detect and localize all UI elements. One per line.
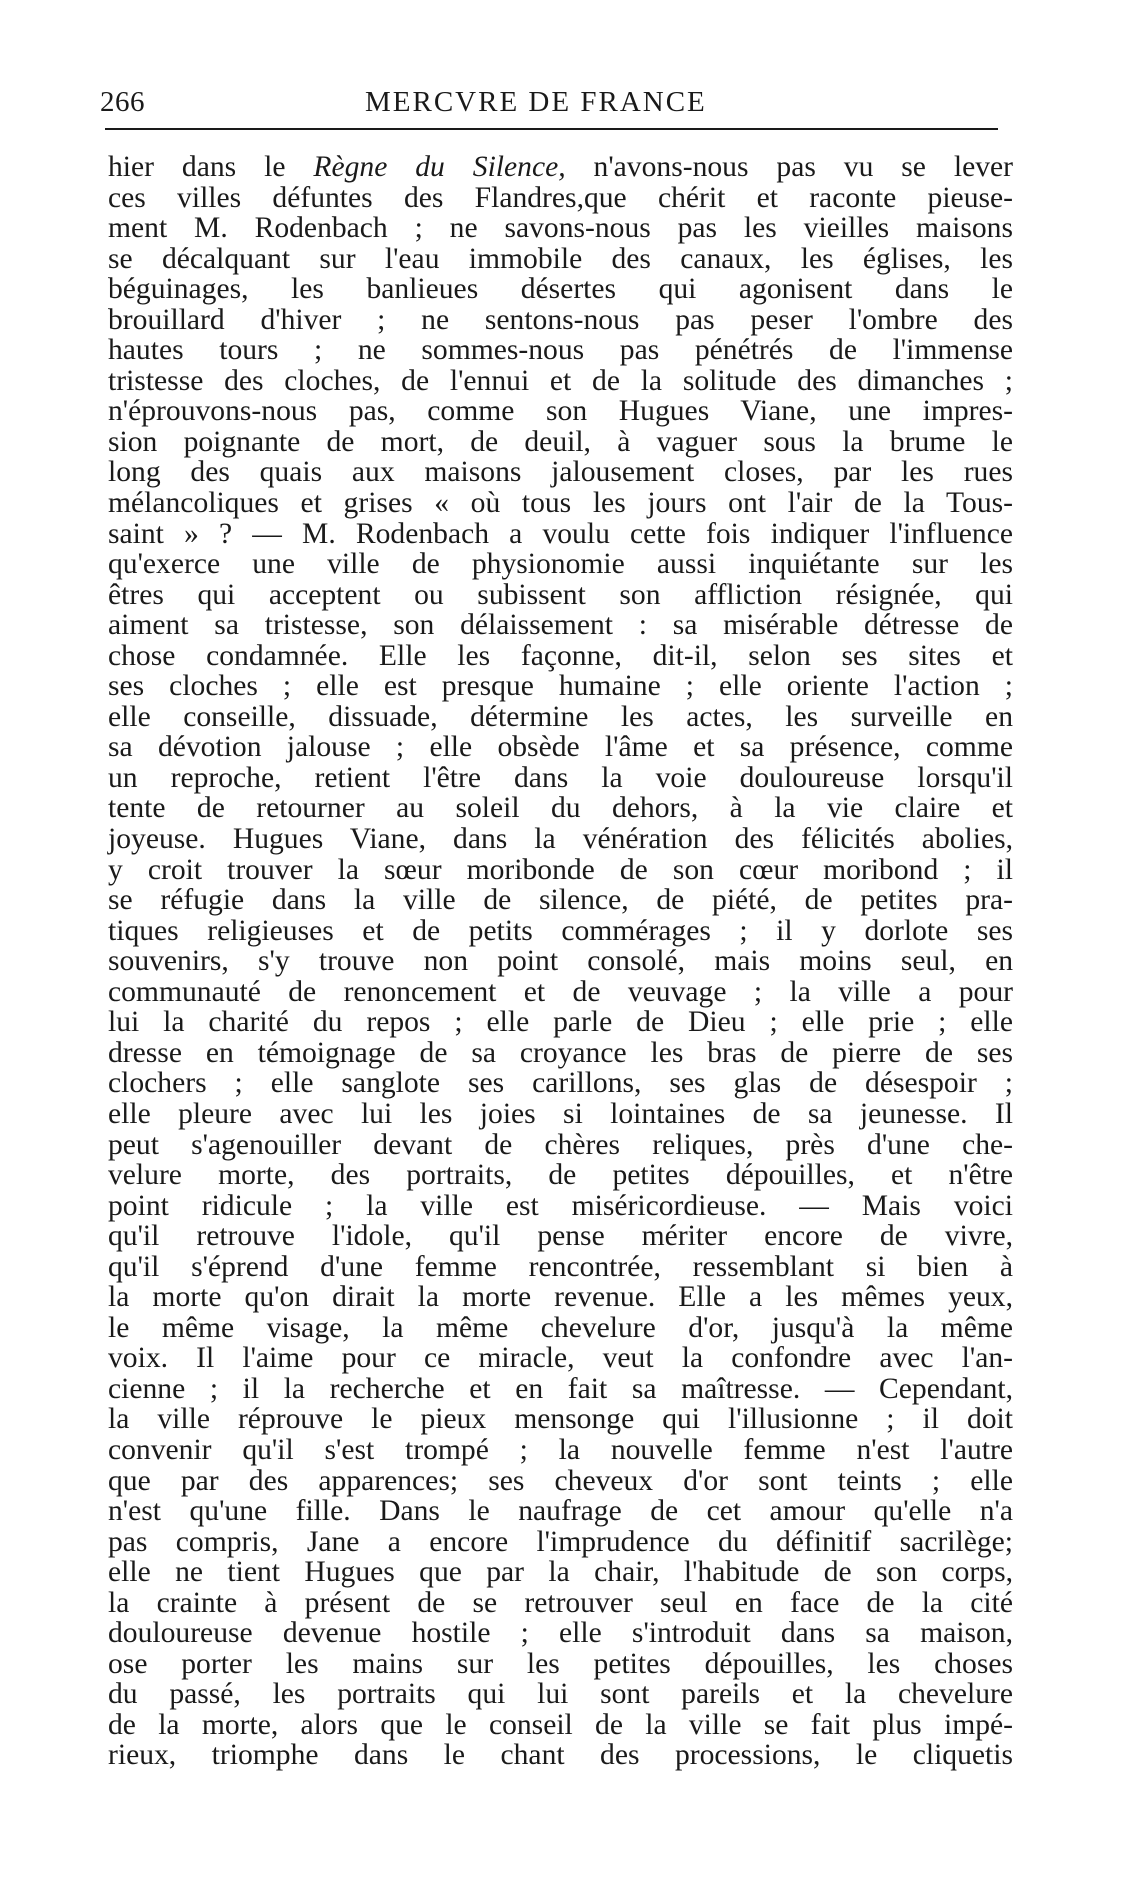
body-text (108, 152, 1013, 1771)
text-line: que par des apparences; ses cheveux d'or sont teints ; elle (108, 1464, 1013, 1497)
text-line: ose porter les mains sur les petites dépouilles, les choses (108, 1647, 1013, 1680)
text-line: un reproche, retient l'être dans la voie douloureuse lorsqu'il (108, 761, 1013, 794)
text-line: sion poignante de mort, de deuil, à vaguer sous la brume le (108, 425, 1013, 458)
text-line: elle ne tient Hugues que par la chair, l'habitude de son corps, (108, 1556, 1013, 1589)
text-span: n'avons-nous pas vu se lever (565, 151, 1014, 183)
text-line: se réfugie dans la ville de silence, de piété, de petites pra- (108, 884, 1013, 917)
text-line: êtres qui acceptent ou subissent son affliction résignée, qui (108, 578, 1013, 611)
text-line: hautes tours ; ne sommes-nous pas pénétrés de l'immense (108, 334, 1013, 367)
text-line: de la morte, alors que le conseil de la ville se fait plus impé- (108, 1708, 1013, 1741)
text-line (108, 152, 1013, 183)
text-line: elle pleure avec lui les joies si lointaines de sa jeunesse. Il (108, 1097, 1013, 1130)
text-line: dresse en témoignage de sa croyance les bras de pierre de ses (108, 1036, 1013, 1069)
text-line: ces villes défuntes des Flandres,que chérit et raconte pieuse- (108, 181, 1013, 214)
text-line: clochers ; elle sanglote ses carillons, ses glas de désespoir ; (108, 1067, 1013, 1100)
header-rule (105, 128, 998, 130)
text-line: cienne ; il la recherche et en fait sa maîtresse. — Cependant, (108, 1372, 1013, 1405)
text-line: saint » ? — M. Rodenbach a voulu cette fois indiquer l'influence (108, 517, 1013, 550)
book-title: Règne du Silence, (313, 151, 566, 183)
text-line: convenir qu'il s'est trompé ; la nouvelle femme n'est l'autre (108, 1433, 1013, 1466)
text-line: qu'il retrouve l'idole, qu'il pense mériter encore de vivre, (108, 1220, 1013, 1253)
text-line: voix. Il l'aime pour ce miracle, veut la confondre avec l'an- (108, 1342, 1013, 1375)
text-line: joyeuse. Hugues Viane, dans la vénération des félicités abolies, (108, 823, 1013, 856)
text-line: mélancoliques et grises « où tous les jours ont l'air de la Tous- (108, 487, 1013, 520)
text-line: n'est qu'une fille. Dans le naufrage de cet amour qu'elle n'a (108, 1495, 1013, 1528)
text-line: velure morte, des portraits, de petites dépouilles, et n'être (108, 1159, 1013, 1192)
text-line: pas compris, Jane a encore l'imprudence du définitif sacrilège; (108, 1525, 1013, 1558)
text-line: tiques religieuses et de petits commérages ; il y dorlote ses (108, 914, 1013, 947)
text-line: la ville réprouve le pieux mensonge qui l'illusionne ; il doit (108, 1403, 1013, 1436)
text-span: hier dans le (108, 151, 314, 183)
text-line: elle conseille, dissuade, détermine les actes, les surveille en (108, 700, 1013, 733)
text-line: rieux, triomphe dans le chant des processions, le cliquetis (108, 1739, 1013, 1772)
text-line: se décalquant sur l'eau immobile des canaux, les églises, les (108, 242, 1013, 275)
text-line: béguinages, les banlieues désertes qui agonisent dans le (108, 273, 1013, 306)
text-line: le même visage, la même chevelure d'or, jusqu'à la même (108, 1311, 1013, 1344)
text-line: tente de retourner au soleil du dehors, à la vie claire et (108, 792, 1013, 825)
page-header (100, 86, 1000, 126)
text-line: du passé, les portraits qui lui sont pareils et la chevelure (108, 1678, 1013, 1711)
text-line: point ridicule ; la ville est miséricordieuse. — Mais voici (108, 1189, 1013, 1222)
text-line: souvenirs, s'y trouve non point consolé, mais moins seul, en (108, 945, 1013, 978)
page-number: 266 (100, 86, 145, 118)
text-line: peut s'agenouiller devant de chères reliques, près d'une che- (108, 1128, 1013, 1161)
text-line: qu'il s'éprend d'une femme rencontrée, ressemblant si bien à (108, 1250, 1013, 1283)
text-line: long des quais aux maisons jalousement closes, par les rues (108, 456, 1013, 489)
text-line: brouillard d'hiver ; ne sentons-nous pas peser l'ombre des (108, 303, 1013, 336)
text-line: la crainte à présent de se retrouver seul en face de la cité (108, 1586, 1013, 1619)
text-line: n'éprouvons-nous pas, comme son Hugues Viane, une impres- (108, 395, 1013, 428)
text-line: y croit trouver la sœur moribonde de son cœur moribond ; il (108, 853, 1013, 886)
text-line: la morte qu'on dirait la morte revenue. Elle a les mêmes yeux, (108, 1281, 1013, 1314)
text-line: lui la charité du repos ; elle parle de Dieu ; elle prie ; elle (108, 1006, 1013, 1039)
text-line: aiment sa tristesse, son délaissement : sa misérable détresse de (108, 609, 1013, 642)
text-line: chose condamnée. Elle les façonne, dit-il, selon ses sites et (108, 639, 1013, 672)
text-line: ment M. Rodenbach ; ne savons-nous pas les vieilles maisons (108, 212, 1013, 245)
text-line: douloureuse devenue hostile ; elle s'introduit dans sa maison, (108, 1617, 1013, 1650)
running-head: MERCVRE DE FRANCE (365, 86, 707, 118)
text-line: tristesse des cloches, de l'ennui et de la solitude des dimanches ; (108, 364, 1013, 397)
text-line: ses cloches ; elle est presque humaine ; elle oriente l'action ; (108, 670, 1013, 703)
text-line: qu'exerce une ville de physionomie aussi inquiétante sur les (108, 548, 1013, 581)
text-line: communauté de renoncement et de veuvage ; la ville a pour (108, 975, 1013, 1008)
text-line: sa dévotion jalouse ; elle obsède l'âme et sa présence, comme (108, 731, 1013, 764)
